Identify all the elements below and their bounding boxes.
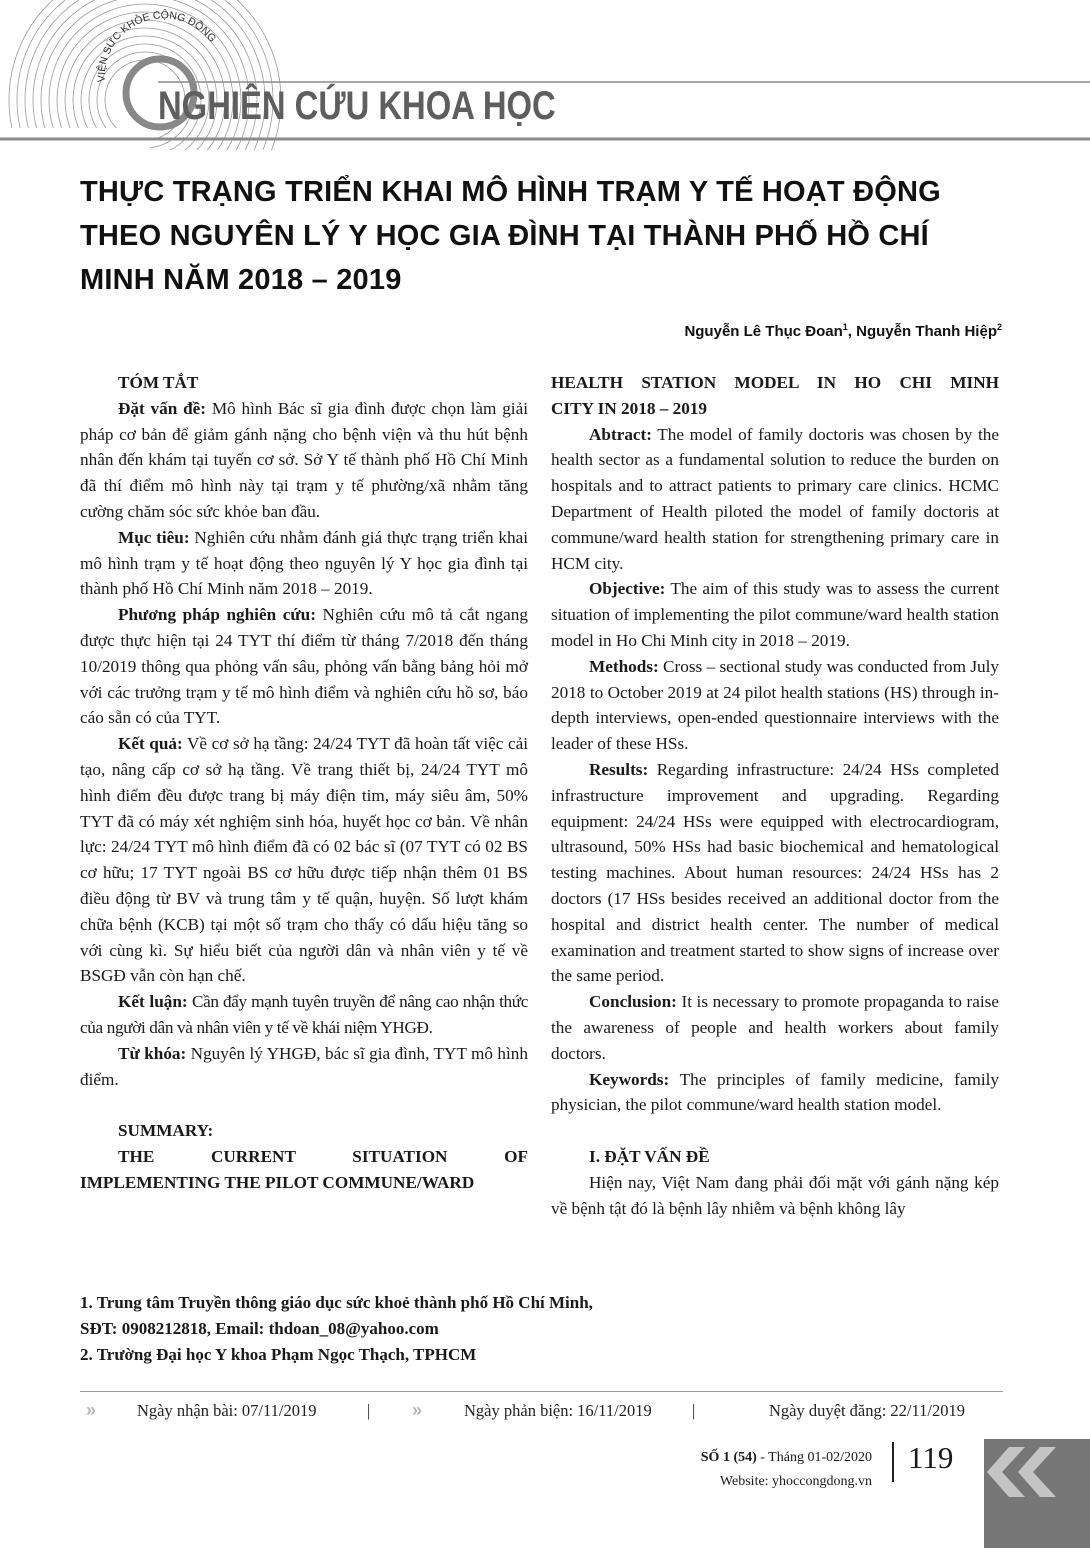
section-label: Abtract: — [589, 424, 652, 444]
section-text: Nghiên cứu mô tả cắt ngang được thực hiện tại 24 TYT thí điểm từ tháng 7/2018 đến tháng 10/2019 thông qua phỏng vấn sâu, phỏng vấn bằng bảng hỏi mở với các trưởng trạm y tế mô hình điểm và nghiên cứu hồ sơ, báo cáo sẵn có của TYT. — [80, 605, 528, 728]
chevron-right-icon: » — [86, 1400, 97, 1420]
author-separator: , — [847, 323, 857, 340]
section-text: Về cơ sở hạ tầng: 24/24 TYT đã hoàn tất việc cải tạo, nâng cấp cơ sở hạ tầng. Về trang thiết bị, 24/24 TYT mô hình điểm đều được trang bị máy điện tim, máy siêu âm, 50% TYT đã có máy xét nghiệm sinh hóa, huyết học cơ bản. Về nhân lực: 24/24 TYT mô hình điểm đã có 02 bác sĩ (07 TYT có 02 BS cơ hữu; 17 TYT ngoài BS cơ hữu được tiếp nhận thêm 01 BS điều động từ BV và trung tâm y tế quận, huyện. Số lượt khám chữa bệnh (KCB) tại một số trạm cho thấy có dấu hiệu tăng so với cùng kì. Sự hiểu biết của người dân và nhân viên y tế về BSGĐ vẫn còn hạn chế. — [80, 734, 528, 986]
section-label: Results: — [589, 759, 649, 779]
section-text: The aim of this study was to assess the current situation of implementing the pilot commune/ward health station model in Ho Chi Minh city in 2018 – 2019. — [551, 579, 999, 650]
abstract-vi-heading: TÓM TẮT — [118, 373, 199, 392]
received-date: Ngày nhận bài: 07/11/2019 — [137, 1401, 317, 1420]
abstract-en-title-line: THE CURRENT SITUATION OF — [118, 1147, 528, 1167]
abstract-en-title-line: HEALTH STATION MODEL IN HO CHI MINH — [551, 373, 999, 392]
section-label: Conclusion: — [589, 992, 677, 1012]
section-label: Keywords: — [589, 1069, 670, 1089]
section-label: Từ khóa: — [118, 1043, 187, 1063]
section-text: Cần đẩy mạnh tuyên truyền để nâng cao nhận thức của người dân và nhân viên y tế về khái niệm YHGĐ. — [80, 992, 528, 1037]
publication-dates — [80, 1401, 1000, 1425]
section-text: Mô hình Bác sĩ gia đình được chọn làm giải pháp cơ bản để giảm gánh nặng cho bệnh viện và thu hút bệnh nhân đến khám tại tuyến cơ sở. Sở Y tế thành phố Hồ Chí Minh đã thí điểm mô hình này tại trạm y tế phường/xã nhằm tăng cường chăm sóc sức khỏe ban đầu. — [80, 398, 528, 521]
author-name: Nguyễn Thanh Hiệp — [856, 323, 997, 340]
affiliation-mark: 2 — [996, 322, 1002, 332]
abstract-section — [551, 757, 999, 989]
page-header — [0, 0, 1090, 150]
footer-divider — [80, 1391, 1003, 1392]
reviewed-date: Ngày phản biện: 16/11/2019 — [464, 1401, 652, 1420]
left-column — [80, 370, 528, 1196]
section-text: Cross – sectional study was conducted from July 2018 to October 2019 at 24 pilot health stations (HS) through in-depth interviews, open-ended questionnaire interviews with the leader of these HSs. — [551, 656, 999, 754]
section-text: Nghiên cứu nhằm đánh giá thực trạng triển khai mô hình trạm y tế hoạt động theo nguyên lý Y học gia đình tại thành phố Hồ Chí Minh năm 2018 – 2019. — [80, 527, 528, 599]
logo-text: VIỆN SỨC KHỎE CỘNG ĐỒNG — [95, 9, 219, 83]
abstract-en-heading: SUMMARY: — [118, 1121, 214, 1141]
approved-date: Ngày duyệt đăng: 22/11/2019 — [769, 1401, 965, 1420]
section-title: NGHIÊN CỨU KHOA HỌC — [158, 84, 556, 128]
abstract-section — [80, 525, 528, 602]
corner-tab — [984, 1439, 1090, 1548]
abstract-section — [551, 654, 999, 757]
section-text: The model of family doctoris was chosen by the health sector as a fundamental solution to reduce the burden on hospitals and to attract patients to primary care clinics. HCMC Department of Health piloted the model of family doctoris at commune/ward health station for strengthening primary care in HCM city. — [551, 424, 999, 573]
author-name: Nguyễn Lê Thục Đoan — [684, 323, 843, 340]
double-chevron-left-icon — [984, 1439, 1090, 1548]
affiliation-line: SĐT: 0908212818, Email: thdoan_08@yahoo.com — [80, 1319, 439, 1338]
right-column — [551, 370, 999, 1222]
date-separator: | — [692, 1401, 696, 1420]
website: Website: yhoccongdong.vn — [719, 1474, 872, 1489]
section-label: Phương pháp nghiên cứu: — [118, 605, 316, 625]
abstract-section — [551, 1067, 999, 1119]
abstract-section — [551, 989, 999, 1066]
section-text: Nguyên lý YHGĐ, bác sĩ gia đình, TYT mô hình điểm. — [80, 1043, 528, 1089]
page-number: 119 — [908, 1440, 954, 1475]
affiliations — [80, 1290, 593, 1368]
section-label: Kết luận: — [118, 992, 188, 1012]
section-label: Mục tiêu: — [118, 527, 190, 547]
affiliation-mark: 1 — [842, 322, 848, 332]
abstract-section — [80, 602, 528, 731]
abstract-en-title-line: CITY IN 2018 – 2019 — [551, 398, 707, 418]
abstract-section — [80, 396, 528, 525]
abstract-section — [551, 422, 999, 577]
abstract-section — [80, 1041, 528, 1093]
intro-text: Hiện nay, Việt Nam đang phải đối mặt với gánh nặng kép về bệnh tật đó là bệnh lây nhiễm và bệnh không lây — [551, 1172, 999, 1218]
affiliation-line: 2. Trường Đại học Y khoa Phạm Ngọc Thạch, TPHCM — [80, 1345, 477, 1364]
intro-heading: I. ĐẶT VẤN ĐỀ — [589, 1147, 710, 1167]
abstract-section — [80, 989, 528, 1041]
abstract-section — [551, 576, 999, 653]
affiliation-line: 1. Trung tâm Truyền thông giáo dục sức khoẻ thành phố Hồ Chí Minh, — [80, 1293, 593, 1312]
section-label: Methods: — [589, 656, 659, 676]
article-title: THỰC TRẠNG TRIỂN KHAI MÔ HÌNH TRẠM Y TẾ HOẠT ĐỘNG THEO NGUYÊN LÝ Y HỌC GIA ĐÌNH TẠI THÀNH PHỐ HỒ CHÍ MINH NĂM 2018 – 2019 — [80, 176, 941, 296]
abstract-section — [80, 731, 528, 989]
issue-info — [701, 1446, 872, 1494]
footer-separator — [892, 1442, 894, 1482]
section-text: The principles of family medicine, family physician, the pilot commune/ward health station model. — [551, 1069, 999, 1115]
issue-date: - Tháng 01-02/2020 — [756, 1450, 872, 1465]
chevron-right-icon: » — [412, 1400, 423, 1420]
section-text: Regarding infrastructure: 24/24 HSs completed infrastructure improvement and upgrading. Regarding equipment: 24/24 HSs were equipped with electrocardiogram, ultrasound, 50% HSs had basic biochemical and hematological testing machines. About human resources: 24/24 HSs has 2 doctors (17 HSs besides received an additional doctor from the hospital and district health center. The number of medical examination and treatment started to show signs of increase over the same period. — [551, 759, 999, 986]
date-separator: | — [367, 1401, 371, 1420]
section-label: Kết quả: — [118, 734, 183, 754]
issue-number: SỐ 1 (54) — [700, 1450, 757, 1465]
section-text: It is necessary to promote propaganda to raise the awareness of people and health workers about family doctors. — [551, 992, 999, 1063]
abstract-en-title-line: IMPLEMENTING THE PILOT COMMUNE/WARD — [80, 1172, 475, 1192]
authors — [684, 322, 1002, 340]
section-label: Đặt vấn đề: — [118, 398, 207, 418]
section-label: Objective: — [589, 579, 666, 599]
